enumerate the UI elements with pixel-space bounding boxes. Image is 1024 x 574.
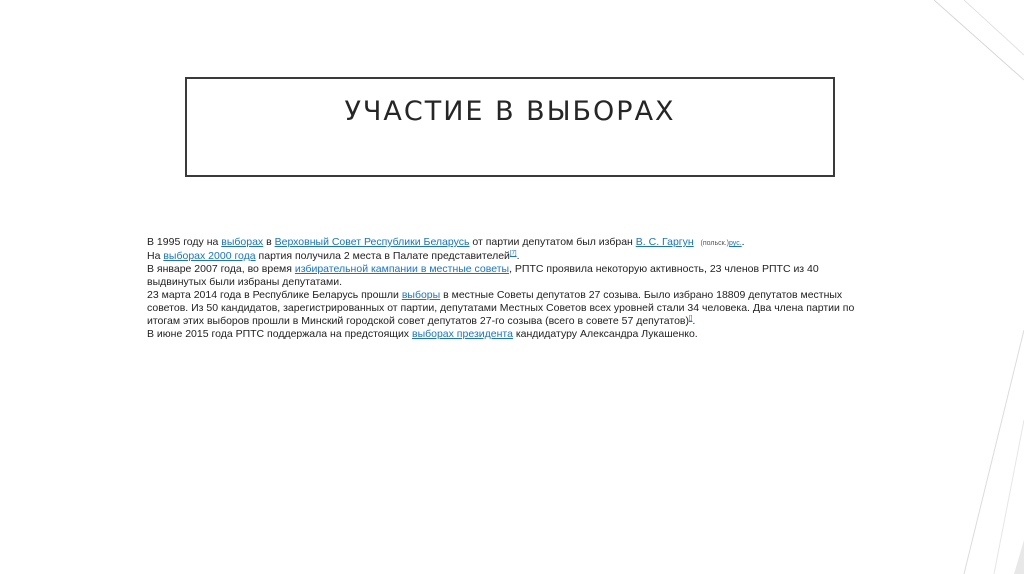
text: . <box>516 250 520 262</box>
text: На <box>147 250 164 262</box>
slide-title: УЧАСТИЕ В ВЫБОРАХ <box>344 96 676 127</box>
text: В январе 2007 года, во время <box>147 263 295 275</box>
paragraph-2007-campaign <box>147 263 877 289</box>
lang-polish: (польск.) <box>700 240 729 247</box>
footnote-link[interactable]: [] <box>689 315 693 322</box>
text: , РПТС проявила некоторую активность, 23 членов РПТС из 40 выдвинутых были избраны депутатами. <box>147 263 819 288</box>
paragraph-2000-elections <box>147 250 877 263</box>
slide-body <box>147 236 877 341</box>
paragraph-1995-elections <box>147 236 877 250</box>
text: в местные Советы депутатов 27 созыва. Было избрано 18809 депутатов местных советов. Из 50 кандидатов, зарегистрированных от партии, депутатами Местных Советов всех уровней стали 34 человека. Два члена партии по итогам этих выборов прошли в Минский городской совет депутатов 27-го созыва (всего в совете 57 депутатов) <box>147 289 855 327</box>
link-presidential-elections[interactable]: выборах президента <box>411 328 513 340</box>
text: в <box>263 236 275 248</box>
paragraph-2015-presidential <box>147 328 877 341</box>
footnote-link[interactable]: [7] <box>509 250 517 257</box>
title-frame <box>185 77 835 177</box>
paragraph-2014-elections <box>147 289 877 328</box>
text: партия получила 2 места в Палате представителей <box>255 250 510 262</box>
text: . <box>741 236 745 248</box>
text: 23 марта 2014 года в Республике Беларусь прошли <box>147 289 402 301</box>
text: от партии депутатом был избран <box>469 236 636 248</box>
text: . <box>692 315 696 327</box>
text: В июне 2015 года РПТС поддержала на предстоящих <box>147 328 412 340</box>
link-supreme-council[interactable]: Верховный Совет Республики Беларусь <box>274 236 470 248</box>
link-lang-russian[interactable]: рус. <box>728 240 742 247</box>
link-elections-2000[interactable]: выборах 2000 года <box>163 250 256 262</box>
link-local-councils-campaign[interactable]: избирательной кампании в местные советы <box>294 263 510 275</box>
text: В 1995 году на <box>147 236 222 248</box>
lang-note <box>697 240 742 247</box>
link-elections[interactable]: выборах <box>221 236 264 248</box>
link-gargun[interactable]: В. С. Гаргун <box>635 236 694 248</box>
link-elections-2014[interactable]: выборы <box>401 289 441 301</box>
decorative-corner-lines <box>904 0 1024 574</box>
text: кандидатуру Александра Лукашенко. <box>512 328 698 340</box>
